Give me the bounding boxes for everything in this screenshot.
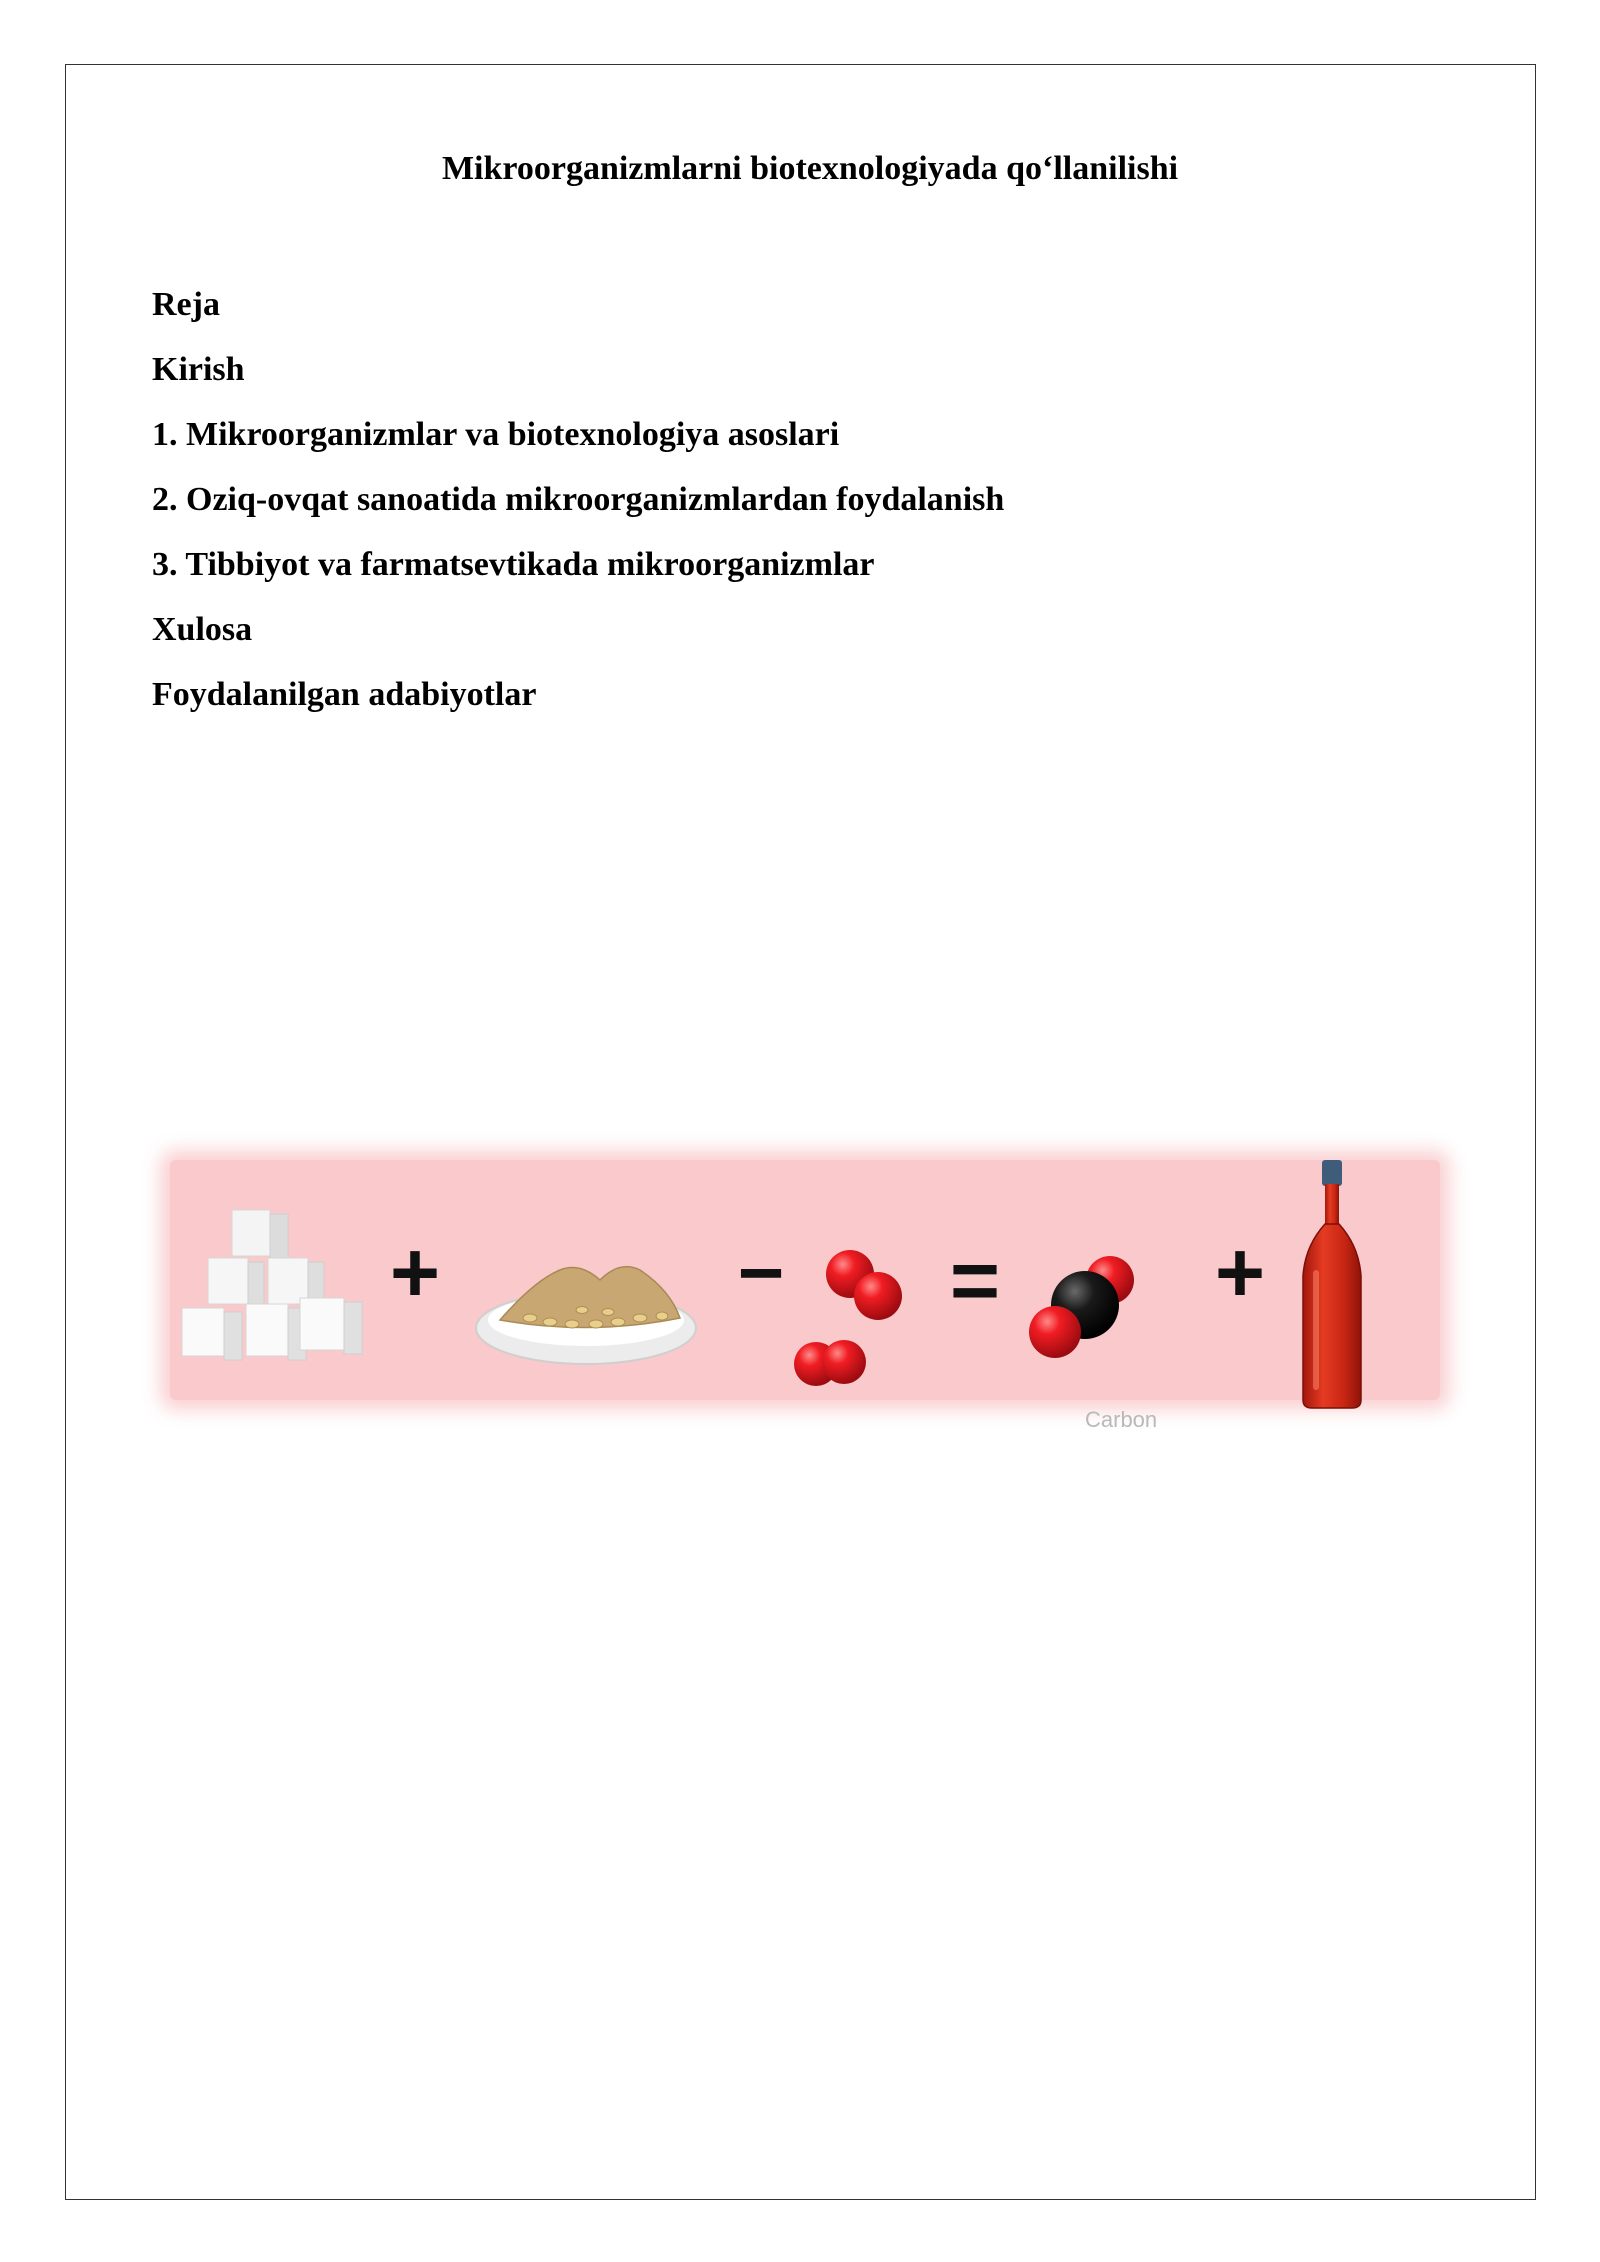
sugar-cubes-icon xyxy=(182,1210,362,1360)
minus-operator: − xyxy=(737,1228,785,1317)
plan-item-introduction: Kirish xyxy=(152,351,245,388)
equals-operator: = xyxy=(949,1233,1001,1329)
bottle-icon xyxy=(1303,1160,1361,1408)
carbon-dioxide-molecule-icon xyxy=(1029,1256,1134,1358)
yeast-plate-icon xyxy=(476,1267,696,1364)
figure-caption-fragment: Carbon xyxy=(1085,1407,1158,1432)
plan-item-conclusion: Xulosa xyxy=(152,611,253,648)
plus-operator: + xyxy=(1214,1225,1266,1321)
oxygen-molecule-icon xyxy=(794,1250,902,1386)
fermentation-equation-figure xyxy=(170,1160,1440,1432)
equation-graphic xyxy=(150,1140,1460,1440)
plan-list xyxy=(152,278,1004,733)
document-title: Mikroorganizmlarni biotexnologiyada qo‘llanilishi xyxy=(441,150,1179,187)
plus-operator: + xyxy=(389,1225,441,1321)
plan-item-3: 3. Tibbiyot va farmatsevtikada mikroorganizmlar xyxy=(152,546,875,583)
plan-item-references: Foydalanilgan adabiyotlar xyxy=(152,676,537,713)
plan-item-2: 2. Oziq-ovqat sanoatida mikroorganizmlardan foydalanish xyxy=(152,481,1005,518)
plan-heading: Reja xyxy=(152,286,220,323)
plan-item-1: 1. Mikroorganizmlar va biotexnologiya asoslari xyxy=(152,416,840,453)
